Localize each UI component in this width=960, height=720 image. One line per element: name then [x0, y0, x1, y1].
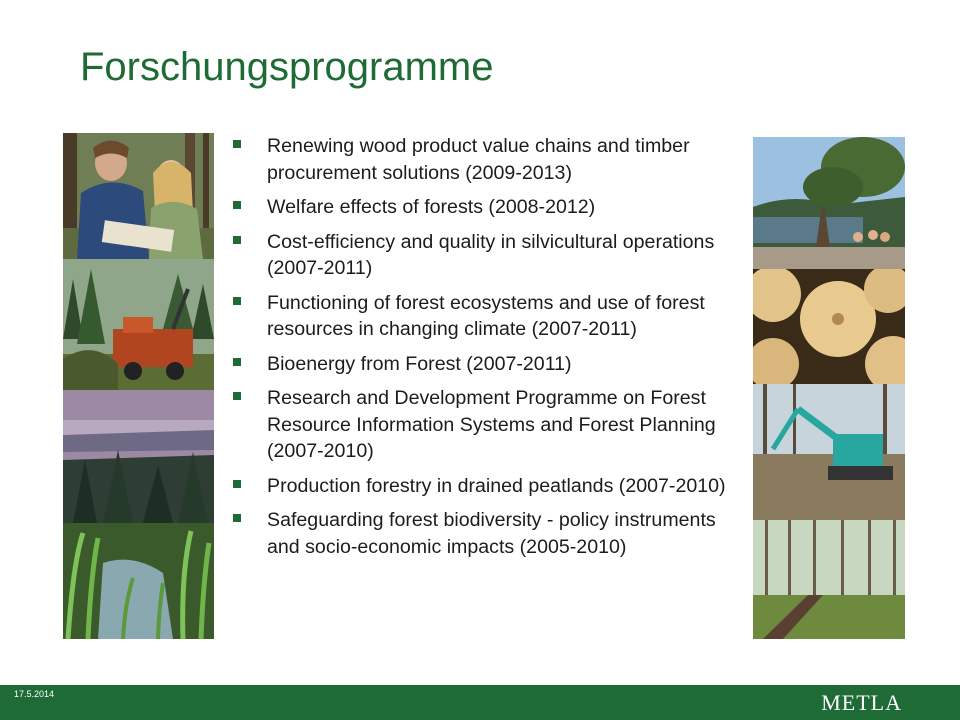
- square-bullet-icon: [233, 201, 241, 209]
- ferns-stream-photo: [63, 523, 214, 639]
- bullet-list: [233, 133, 738, 568]
- bullet-text: Renewing wood product value chains and timber procurement solutions (2009-2013): [267, 135, 690, 184]
- forest-harvester-photo: [63, 259, 214, 390]
- bullet-text: Production forestry in drained peatlands (2007-2010): [267, 474, 726, 497]
- bullet-item: [233, 351, 738, 378]
- bullet-text: Cost-efficiency and quality in silvicultural operations (2007-2011): [267, 230, 715, 279]
- lakeside-people-photo: [753, 137, 905, 269]
- square-bullet-icon: [233, 236, 241, 244]
- bullet-text: Functioning of forest ecosystems and use of forest resources in changing climate (2007-2011): [267, 291, 705, 340]
- misty-forest-landscape-photo: [63, 390, 214, 523]
- metla-logo: METLA: [821, 690, 902, 715]
- bullet-text: Welfare effects of forests (2008-2012): [267, 196, 596, 218]
- square-bullet-icon: [233, 297, 241, 305]
- bullet-item: [233, 473, 738, 500]
- researchers-with-map-photo: [63, 133, 214, 259]
- drained-peatland-forest-photo: [753, 520, 905, 639]
- square-bullet-icon: [233, 392, 241, 400]
- square-bullet-icon: [233, 480, 241, 488]
- log-ends-photo: [753, 269, 905, 384]
- bullet-item: [233, 385, 738, 465]
- bullet-text: Research and Development Programme on Forest Resource Information Systems and Forest Planning (2007-2010): [267, 387, 716, 462]
- bullet-item: [233, 507, 738, 560]
- bullet-item: [233, 290, 738, 343]
- footer-bar: [0, 685, 960, 720]
- slide-date: 17.5.2014: [14, 689, 55, 699]
- bullet-item: [233, 194, 738, 221]
- bullet-text: Safeguarding forest biodiversity - policy instruments and socio-economic impacts (2005-2010): [267, 509, 716, 558]
- excavator-site-photo: [753, 384, 905, 520]
- bullet-item: [233, 229, 738, 282]
- square-bullet-icon: [233, 358, 241, 366]
- square-bullet-icon: [233, 514, 241, 522]
- square-bullet-icon: [233, 140, 241, 148]
- bullet-text: Bioenergy from Forest (2007-2011): [267, 352, 572, 375]
- bullet-item: [233, 133, 738, 186]
- slide-title: Forschungsprogramme: [80, 45, 494, 89]
